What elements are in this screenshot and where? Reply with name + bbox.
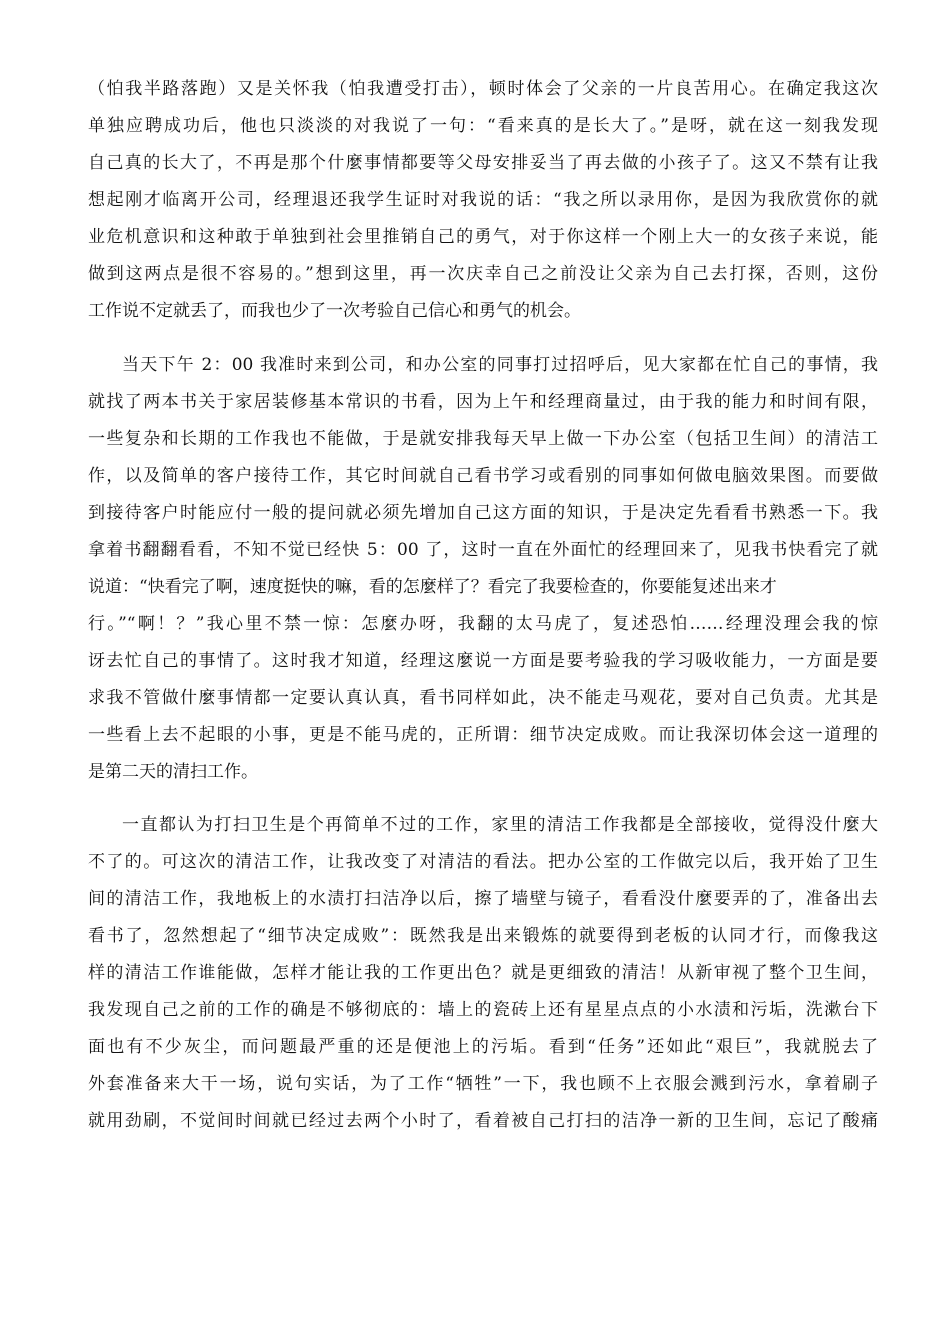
text-line: 一些复杂和长期的工作我也不能做，于是就安排我每天早上做一下办公室（包括卫生间）的清洁工	[88, 429, 878, 449]
text-line: 作，以及简单的客户接待工作，其它时间就自己看书学习或看别的同事如何做电脑效果图。而要做	[88, 466, 878, 486]
text-line: 行。”“啊！？”我心里不禁一惊：怎麼办呀，我翻的太马虎了，复述恐怕……经理没理会我的惊	[88, 614, 878, 634]
text-line: 做到这两点是很不容易的。”想到这里，再一次庆幸自己之前没让父亲为自己去打探，否则，这份	[88, 264, 878, 284]
text-line: 间的清洁工作，我地板上的水渍打扫洁净以后，擦了墙壁与镜子，看看没什麼要弄的了，准备出去	[88, 889, 878, 909]
text-line: 自己真的长大了，不再是那个什麼事情都要等父母安排妥当了再去做的小孩子了。这又不禁有让我	[88, 153, 878, 173]
text-line: 求我不管做什麼事情都一定要认真认真，看书同样如此，决不能走马观花，要对自己负责。尤其是	[88, 688, 878, 708]
text-line: 看书了，忽然想起了“细节决定成败”：既然我是出来锻炼的就要得到老板的认同才行，而像我这	[88, 926, 878, 946]
text-line: 单独应聘成功后，他也只淡淡的对我说了一句：“看来真的是长大了。”是呀，就在这一刻我发现	[88, 116, 878, 136]
text-line: 是第二天的清扫工作。	[88, 762, 258, 782]
text-line: 就用劲刷，不觉间时间就已经过去两个小时了，看着被自己打扫的洁净一新的卫生间，忘记了酸痛	[88, 1111, 878, 1131]
text-line: （怕我半路落跑）又是关怀我（怕我遭受打击），顿时体会了父亲的一片良苦用心。在确定我这次	[88, 79, 878, 99]
text-line: 当天下午 2：00 我准时来到公司，和办公室的同事打过招呼后，见大家都在忙自己的事情，我	[122, 355, 878, 375]
text-line: 想起刚才临离开公司，经理退还我学生证时对我说的话：“我之所以录用你，是因为我欣赏你的就	[88, 190, 878, 210]
text-line: 业危机意识和这种敢于单独到社会里推销自己的勇气，对于你这样一个刚上大一的女孩子来说，能	[88, 227, 878, 247]
text-line: 样的清洁工作谁能做，怎样才能让我的工作更出色？就是更细致的清洁！从新审视了整个卫生间，	[88, 963, 878, 983]
text-line: 一直都认为打扫卫生是个再简单不过的工作，家里的清洁工作我都是全部接收，觉得没什麼大	[122, 815, 878, 835]
text-line: 我发现自己之前的工作的确是不够彻底的：墙上的瓷砖上还有星星点点的小水渍和污垢，洗漱台下	[88, 1000, 878, 1020]
text-line: 拿着书翻翻看看，不知不觉已经快 5：00 了，这时一直在外面忙的经理回来了，见我书快看完了就	[88, 540, 878, 560]
text-line: 一些看上去不起眼的小事，更是不能马虎的，正所谓：细节决定成败。而让我深切体会这一道理的	[88, 725, 878, 745]
text-line: 面也有不少灰尘，而问题最严重的还是便池上的污垢。看到“任务”还如此“艰巨”，我就脱去了	[88, 1037, 878, 1057]
text-line: 就找了两本书关于家居装修基本常识的书看，因为上午和经理商量过，由于我的能力和时间有限，	[88, 392, 878, 412]
text-line: 不了的。可这次的清洁工作，让我改变了对清洁的看法。把办公室的工作做完以后，我开始了卫生	[88, 852, 878, 872]
text-line: 说道：“快看完了啊，速度挺快的嘛，看的怎麼样了？看完了我要检查的，你要能复述出来才	[88, 577, 777, 597]
text-line: 工作说不定就丢了，而我也少了一次考验自己信心和勇气的机会。	[88, 301, 581, 321]
text-line: 讶去忙自己的事情了。这时我才知道，经理这麼说一方面是要考验我的学习吸收能力，一方面是要	[88, 651, 878, 671]
text-line: 外套准备来大干一场，说句实话，为了工作“牺牲”一下，我也顾不上衣服会溅到污水，拿着刷子	[88, 1074, 878, 1094]
text-line: 到接待客户时能应付一般的提问就必须先增加自己这方面的知识，于是决定先看看书熟悉一下。我	[88, 503, 878, 523]
